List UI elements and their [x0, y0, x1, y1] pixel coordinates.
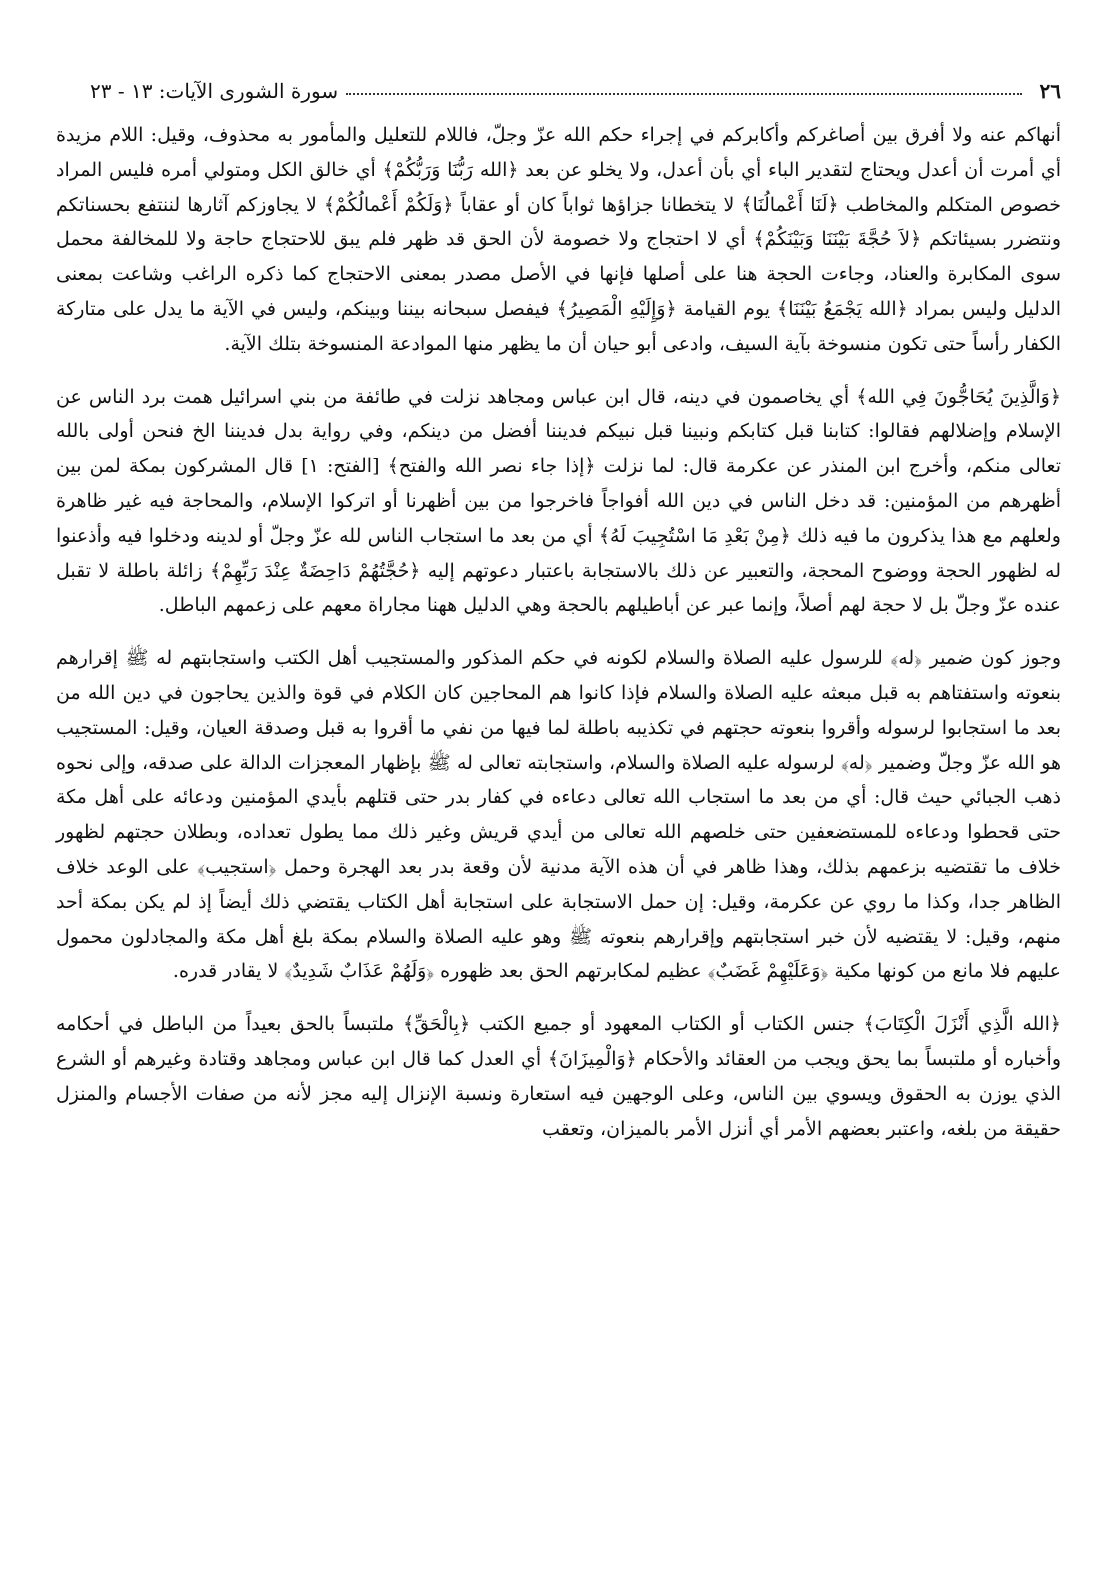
paragraph: وجوز كون ضمير ﴿له﴾ للرسول عليه الصلاة والسلام لكونه في حكم المذكور والمستجيب أهل الكتب واستجابتهم له ﷺ إقرارهم بنعوته واستفتاهم به قبل مبعثه عليه الصلاة والسلام فإذا كانوا هم المحاجين كان الكلام في قوة والذين يحاجون في دين الله من بعد ما استجابوا لرسوله وأقروا بنعوته حجتهم في تكذيبه باطلة لما فيها من نفي ما أقروا به قبل وصدقة العيان، وقيل: المستجيب هو الله عزّ وجلّ وضمير ﴿له﴾ لرسوله عليه الصلاة والسلام، واستجابته تعالى له ﷺ بإظهار المعجزات الدالة على صدقه، وإلى نحوه ذهب الجبائي حيث قال: أي من بعد ما استجاب الله تعالى دعاءه في كفار بدر حتى قتلهم بأيدي المؤمنين ودعائه على أهل مكة حتى قحطوا ودعاءه للمستضعفين حتى خلصهم الله تعالى من أيدي قريش وغير ذلك مما يطول تعداده، وبطلان حجتهم لظهور خلاف ما تقتضيه بزعمهم بذلك، وهذا ظاهر في أن هذه الآية مدنية لأن وقعة بدر بعد الهجرة وحمل ﴿استجيب﴾ على الوعد خلاف الظاهر جدا، وكذا ما روي عن عكرمة، وقيل: إن حمل الاستجابة على استجابة أهل الكتاب يقتضي ذلك أيضاً إذ لم يكن بمكة أحد منهم، وقيل: لا يقتضيه لأن خبر استجابتهم وإقرارهم بنعوته ﷺ وهو عليه الصلاة والسلام بمكة بلغ أهل مكة والمجادلون محمول عليهم فلا مانع من كونها مكية ﴿وَعَلَيْهِمْ غَضَبٌ﴾ عظيم لمكابرتهم الحق بعد ظهوره ﴿وَلَهُمْ عَذَابٌ شَدِيدٌ﴾ لا يقادر قدره.	[56, 647, 1061, 983]
running-title: سورة الشورى الآيات: ١٣ - ٢٣	[90, 79, 339, 103]
page-number: ٢٦	[1039, 79, 1061, 103]
dotted-leader	[346, 93, 1021, 95]
paragraph: أنهاكم عنه ولا أفرق بين أصاغركم وأكابركم في إجراء حكم الله عزّ وجلّ، فاللام للتعليل والمأمور به محذوف، وقيل: اللام مزيدة أي أمرت أن أعدل ويحتاج لتقدير الباء أي بأن أعدل، ولا يخلو عن بعد ﴿الله رَبُّنَا وَرَبُّكُمْ﴾ أي خالق الكل ومتولي أمره فليس المراد خصوص المتكلم والمخاطب ﴿لَنَا أَعْمالُنَا﴾ لا يتخطانا جزاؤها ثواباً كان أو عقاباً ﴿وَلَكُمْ أَعْمالُكُمْ﴾ لا يجاوزكم آثارها لننتفع بحسناتكم ونتضرر بسيئاتكم ﴿لاَ حُجَّةَ بَيْنَنَا وَبَيْنَكُمْ﴾ أي لا احتجاج ولا خصومة لأن الحق قد ظهر فلم يبق للاحتجاج حاجة ولا للمخالفة محمل سوى المكابرة والعناد، وجاءت الحجة هنا على أصلها فإنها في الأصل مصدر بمعنى الاحتجاج كما ذكره الراغب وشاعت بمعنى الدليل وليس بمراد ﴿الله يَجْمَعُ بَيْنَنَا﴾ يوم القيامة ﴿وَإِلَيْهِ الْمَصِيرُ﴾ فيفصل سبحانه بيننا وبينكم، وليس في الآية ما يدل على متاركة الكفار رأساً حتى تكون منسوخة بآية السيف، وادعى أبو حيان أن ما يظهر منها الموادعة المنسوخة بتلك الآية.	[56, 124, 1061, 355]
paragraph: ﴿وَالَّذِينَ يُحَاجُّونَ فِي الله﴾ أي يخاصمون في دينه، قال ابن عباس ومجاهد نزلت في طائفة من بني اسرائيل همت برد الناس عن الإسلام وإضلالهم فقالوا: كتابنا قبل كتابكم ونبينا قبل نبيكم فديننا أفضل من دينكم، وفي رواية بدل فديننا الخ فنحن أولى بالله تعالى منكم، وأخرج ابن المنذر عن عكرمة قال: لما نزلت ﴿إذا جاء نصر الله والفتح﴾ [الفتح: ١] قال المشركون بمكة لمن بين أظهرهم من المؤمنين: قد دخل الناس في دين الله أفواجاً فاخرجوا من بين أظهرنا أو اتركوا الإسلام، والمحاجة فيه غير ظاهرة ولعلهم مع هذا يذكرون ما فيه ذلك ﴿مِنْ بَعْدِ مَا اسْتُجِيبَ لَهُ﴾ أي من بعد ما استجاب الناس لله عزّ وجلّ أو لدينه ودخلوا فيه وأذعنوا له لظهور الحجة ووضوح المحجة، والتعبير عن ذلك بالاستجابة باعتبار دعوتهم إليه ﴿حُجَّتُهُمْ دَاحِضَةٌ عِنْدَ رَبِّهِمْ﴾ زائلة باطلة لا تقبل عنده عزّ وجلّ بل لا حجة لهم أصلاً، وإنما عبر عن أباطيلهم بالحجة وهي الدليل ههنا مجاراة معهم على زعمهم الباطل.	[56, 385, 1061, 617]
page-header	[90, 74, 1061, 108]
paragraph: ﴿الله الَّذِي أَنْزَلَ الْكِتَابَ﴾ جنس الكتاب أو الكتاب المعهود أو جميع الكتب ﴿بِالْحَقِّ﴾ ملتبساً بالحق بعيداً من الباطل في أحكامه وأخباره أو ملتبساً بما يحق ويجب من العقائد والأحكام ﴿وَالْمِيزَانَ﴾ أي العدل كما قال ابن عباس ومجاهد وقتادة وغيرهم أو الشرع الذي يوزن به الحقوق ويسوي بين الناس، وعلى الوجهين فيه استعارة ونسبة الإنزال إليه مجز لأنه من صفات الأجسام والمنزل حقيقة من بلغه، واعتبر بعضهم الأمر أي أنزل الأمر بالميزان، وتعقب	[56, 1013, 1061, 1140]
page-body	[56, 118, 1061, 1146]
